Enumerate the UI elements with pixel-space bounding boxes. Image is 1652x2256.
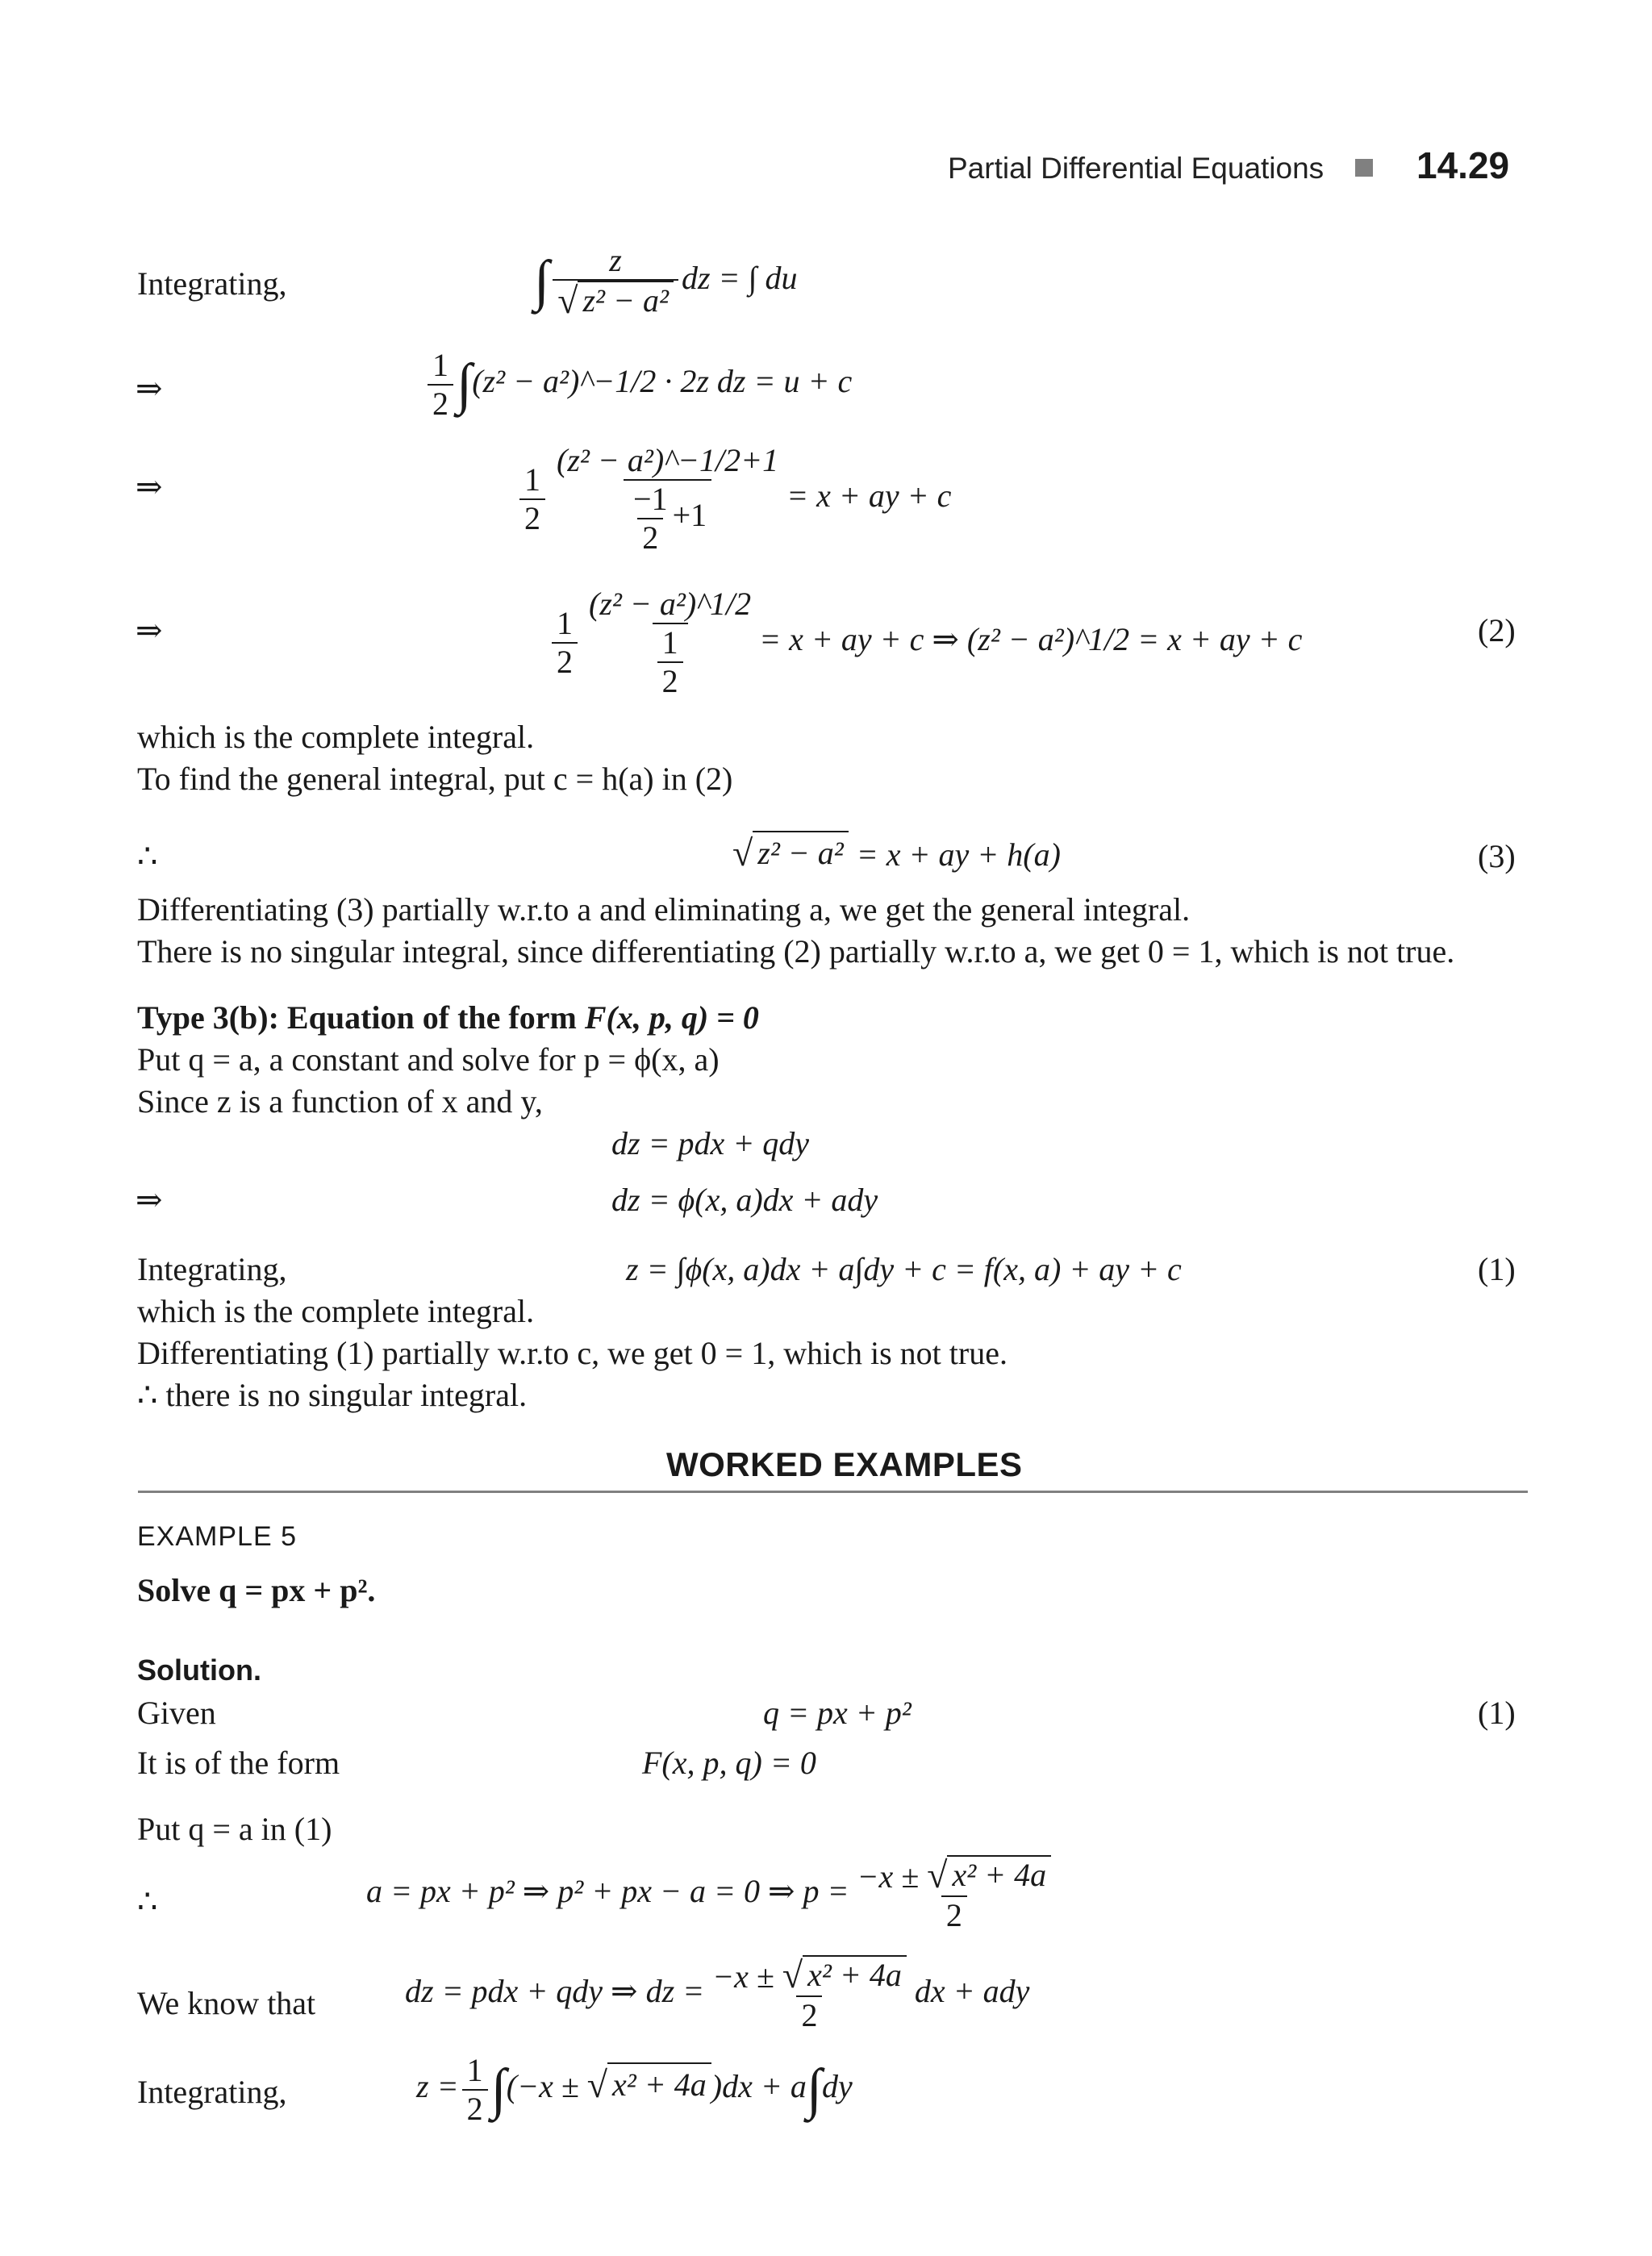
text-no-singular-2: ∴ there is no singular integral.	[137, 1377, 528, 1413]
worked-examples-heading: WORKED EXAMPLES	[666, 1445, 1023, 1483]
equation-number-3: (3)	[1478, 838, 1516, 874]
text-put-q-a: Put q = a in (1)	[137, 1811, 332, 1847]
example-problem: Solve q = px + p².	[137, 1572, 376, 1608]
equation-form: F(x, p, q) = 0	[642, 1745, 816, 1781]
label-integrating: Integrating,	[137, 265, 287, 302]
page-number: 14.29	[1416, 144, 1510, 186]
implies-arrow-3: ⇒	[136, 612, 163, 648]
equation-number-2: (2)	[1478, 612, 1516, 648]
label-integrating-3: Integrating,	[137, 2074, 287, 2110]
equation-integral-3: $\frac{1}{2}$ (z² − a²)^−1/2+1 $\frac{-1}{2}$ +1 = x + ay + c	[516, 442, 951, 557]
therefore-symbol-1: ∴	[137, 838, 158, 874]
equation-general-integral: √ z² − a² = x + ay + h(a)	[732, 832, 1061, 874]
text-complete-integral-2: which is the complete integral.	[137, 1293, 535, 1329]
text-put-q: Put q = a, a constant and solve for p = ϕ(x, a)	[137, 1041, 720, 1078]
implies-arrow-2: ⇒	[136, 469, 163, 505]
equation-dz: dz = pdx + qdy	[611, 1125, 810, 1161]
text-differentiating: Differentiating (3) partially w.r.to a and eliminating a, we get the general integral.	[137, 891, 1191, 928]
equation-z-complete: z = ∫ϕ(x, a)dx + a∫dy + c = f(x, a) + ay + c	[626, 1251, 1182, 1287]
section-rule	[138, 1491, 1528, 1493]
label-given: Given	[137, 1695, 216, 1731]
equation-integral-2: $\frac{1}{2}$ ∫(z² − a²)^−1/2 · 2z dz = u + c	[424, 347, 852, 423]
equation-dz-phi: dz = ϕ(x, a)dx + ady	[611, 1182, 878, 1218]
text-no-singular: There is no singular integral, since differentiating (2) partially w.r.to a, we get 0 = 1, which is not true.	[137, 933, 1455, 970]
header-square-icon	[1355, 159, 1373, 177]
therefore-symbol-2: ∴	[137, 1883, 158, 1920]
text-since-z: Since z is a function of x and y,	[137, 1083, 543, 1120]
equation-quadratic: a = px + p² ⇒ p² + px − a = 0 ⇒ p = −x ± √ x² + 4a 2	[366, 1855, 1059, 1934]
equation-dz-substituted: dz = pdx + qdy ⇒ dz = −x ± √ x² + 4a 2 dx + ady	[405, 1954, 1030, 2033]
running-title: Partial Differential Equations	[948, 152, 1325, 185]
equation-z-integral: z = $\frac{1}{2}$ ∫(−x ± √ x² + 4a )dx + a∫dy	[416, 2052, 853, 2127]
equation-integral-1: ∫ z √ z² − a² dz = ∫ du	[534, 242, 798, 321]
equation-number-1b: (1)	[1478, 1695, 1516, 1731]
text-differentiating-2: Differentiating (1) partially w.r.to c, we get 0 = 1, which is not true.	[137, 1335, 1007, 1371]
example-label: EXAMPLE 5	[137, 1521, 297, 1552]
implies-arrow-4: ⇒	[136, 1182, 163, 1218]
type-3b-heading: Type 3(b): Equation of the form F(x, p, q) = 0	[137, 999, 759, 1036]
label-we-know: We know that	[137, 1985, 316, 2021]
solution-label: Solution.	[137, 1653, 261, 1687]
label-integrating-2: Integrating,	[137, 1251, 287, 1287]
text-general-integral: To find the general integral, put c = h(a) in (2)	[137, 761, 733, 797]
implies-arrow-1: ⇒	[136, 370, 163, 407]
label-form: It is of the form	[137, 1745, 340, 1781]
equation-integral-4: $\frac{1}{2}$ $\frac{\text{(z² − a²)\textasciicircum{}1/2}}{\frac{1}{2}}$ = x + ay + c ⇒ (z² − a²)^1/2 = x + ay + c	[549, 586, 1302, 700]
equation-number-1a: (1)	[1478, 1251, 1516, 1287]
equation-given: q = px + p²	[763, 1695, 912, 1731]
text-complete-integral: which is the complete integral.	[137, 719, 535, 755]
